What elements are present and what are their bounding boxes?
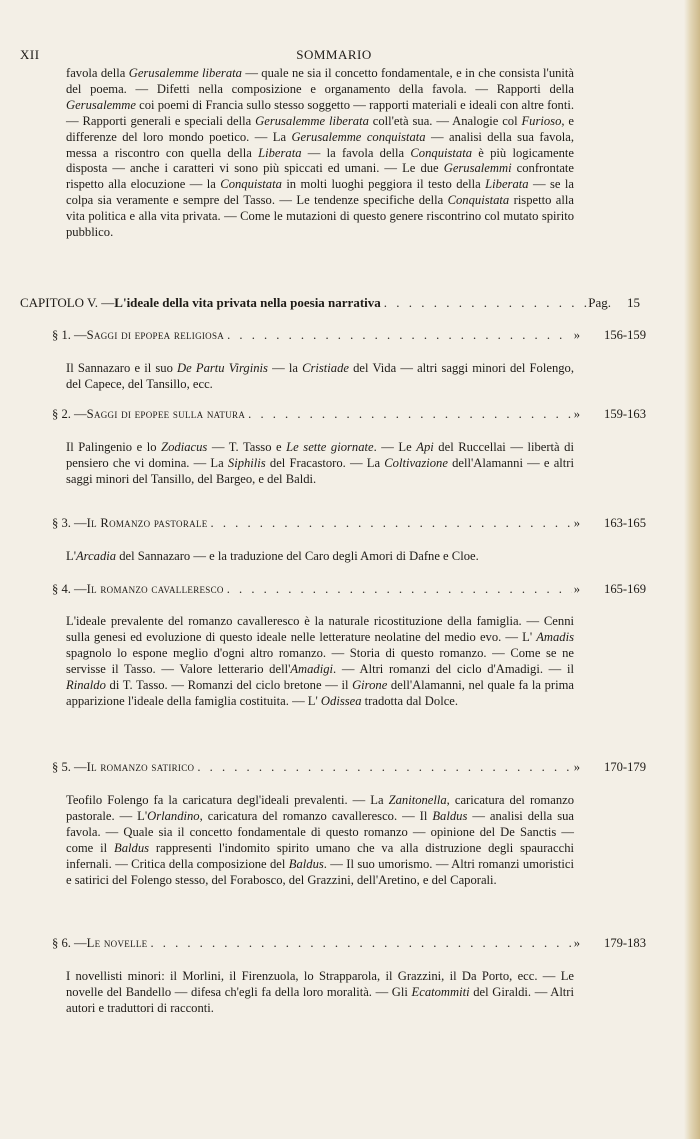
ditto-mark: » [573,936,580,950]
section-summary: Teofilo Folengo fa la caricatura degl'ideali prevalenti. — La Zanitonella, caricatura del romanzo pastorale. — L'Orlandino, caricatura del romanzo cavalleresco. — Il Baldus — analisi della sua favola. — Quale sia il concetto fondamentale di questo romanzo — opinione del De Sanctis — come il Baldus rappresenti l'indomito spirito umano che va alla distruzione degli spauracchi infernali. — Critica della composizione del Baldus. — Il suo umorismo. — Altri romanzi umoristici e satirici del Folengo stesso, del Forabosco, del Grazzini, dell'Aretino, e del Caporali. [66,793,575,887]
section-pages: 156-159 [604,328,646,342]
section-number: § 5. — [52,760,87,774]
section-heading [52,407,646,422]
chapter-label: CAPITOLO V. — [20,295,115,310]
section-summary: L'Arcadia del Sannazaro — e la traduzione del Caro degli Amori di Dafne e Cloe. [66,549,479,563]
section-summary: Il Palingenio e lo Zodiacus — T. Tasso e Le sette giornate. — Le Api del Ruccellai — libertà di pensiero che vi domina. — La Siphilis del Fracastoro. — La Coltivazione dell'Alamanni — e altri saggi minori del Tansillo, del Bargeo, e del Baldi. [66,440,574,486]
chapter-pag-label: Pag. [588,295,611,310]
section-heading [52,516,646,531]
section-title: Saggi di epopee sulla natura [86,407,246,421]
section-heading [52,582,646,597]
section-number: § 4. — [52,582,87,596]
running-title: SOMMARIO [296,47,372,62]
intro-paragraph: favola della Gerusalemme liberata — quale ne sia il concetto fondamentale, e in che consista l'unità del poema. — Difetti nella composizione e organamento della favola. — Rapporti della Gerusalemme coi poemi di Francia sullo stesso soggetto — rapporti materiali e ideali con altre fonti. — Rapporti generali e speciali della Gerusalemme liberata coll'età sua. — Analogie col Furioso, e differenze del loro mondo poetico. — La Gerusalemme conquistata — analisi della sua favola, messa a riscontro con quella della Liberata — la favola della Conquistata è più logicamente disposta — anche i caratteri vi sono più spiccati ed umani. — Le due Gerusalemmi confrontate rispetto alla elocuzione — la Conquistata in molti luoghi peggiora il testo della Liberata — se la colpa sia veramente e sempre del Tasso. — Le tendenze specifiche della Conquistata rispetto alla vita politica e alla vita privata. — Come le mutazioni di questo genere riscontrino col mutato spirito pubblico. [66,66,575,240]
chapter-title: L'ideale della vita privata nella poesia narrativa [114,295,381,310]
section-summary: I novellisti minori: il Morlini, il Firenzuola, lo Strapparola, il Grazzini, il Da Porto, ecc. — Le novelle del Bandello — difesa ch'egli fa della loro moralità. — Gli Ecatommiti del Giraldi. — Altri autori e traduttori di racconti. [66,969,575,1015]
section-pages: 165-169 [604,582,646,596]
section-number: § 3. — [52,516,87,530]
section-pages: 159-163 [604,407,646,421]
section-summary: L'ideale prevalente del romanzo cavalleresco è la naturale ricostituzione della famiglia. — Cenni sulla genesi ed evoluzione di questo ideale nelle letterature neolatine del medio evo. — L' Amadis spagnolo lo espone meglio d'ogni altro romanzo. — Storia di questo romanzo. — Come se ne servisse il Tasso. — Valore letterario dell'Amadigi. — Altri romanzi del ciclo d'Amadigi. — il Rinaldo di T. Tasso. — Romanzi del ciclo bretone — il Girone dell'Alamanni, nel quale fa la prima apparizione l'ideale della famiglia costituita. — L' Odissea tradotta dal Dolce. [66,614,574,708]
ditto-mark: » [573,760,580,774]
leader-dots [381,295,588,311]
ditto-mark: » [573,582,580,596]
section-number: § 1. — [52,328,87,342]
section-title: Il Romanzo pastorale [86,516,208,530]
leader-dots [208,516,572,531]
chapter-page: 15 [627,295,640,310]
page-edge-shadow [684,0,700,1139]
section-heading [52,328,646,343]
section-heading [52,760,646,775]
section-title: Saggi di epopea religiosa [86,328,225,342]
leader-dots [245,407,572,422]
page-number: XII [20,47,40,62]
leader-dots [194,760,571,775]
section-title: Le novelle [86,936,148,950]
ditto-mark: » [573,516,580,530]
leader-dots [147,936,571,951]
section-title: Il romanzo cavalleresco [86,582,224,596]
leader-dots [224,582,572,597]
section-pages: 163-165 [604,516,646,530]
chapter-heading [20,295,640,311]
section-title: Il romanzo satirico [86,760,195,774]
section-summary: Il Sannazaro e il suo De Partu Virginis — la Cristiade del Vida — altri saggi minori del Folengo, del Capece, del Tansillo, ecc. [66,361,574,391]
section-pages: 170-179 [604,760,646,774]
ditto-mark: » [573,328,580,342]
section-number: § 6. — [52,936,87,950]
section-heading [52,936,646,951]
section-pages: 179-183 [604,936,646,950]
ditto-mark: » [573,407,580,421]
page-header [20,47,648,67]
leader-dots [224,328,572,343]
section-number: § 2. — [52,407,87,421]
